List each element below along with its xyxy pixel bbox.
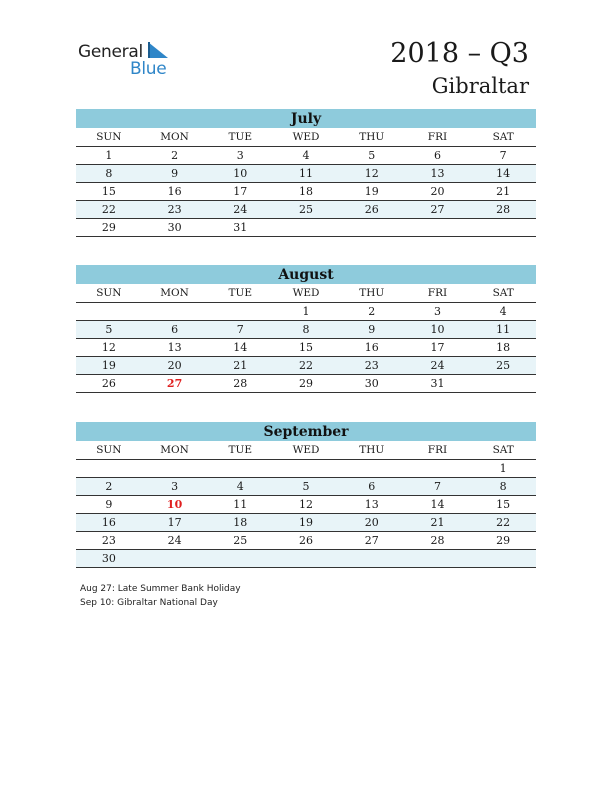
day-cell: 30	[364, 377, 379, 390]
weekday-label: TUE	[228, 287, 253, 299]
day-cell: 29	[101, 221, 116, 234]
day-cell: 5	[302, 480, 310, 493]
weekday-label: THU	[359, 287, 385, 299]
day-cell	[273, 460, 339, 477]
day-cell: 18	[299, 185, 314, 198]
week-row	[76, 201, 536, 219]
day-cell: 3	[433, 305, 441, 318]
week-row	[76, 219, 536, 237]
day-cell	[207, 303, 273, 320]
week-row	[76, 478, 536, 496]
day-cell: 12	[101, 341, 116, 354]
day-cell: 24	[430, 359, 445, 372]
month-header: July	[76, 109, 536, 128]
weekday-label: FRI	[427, 131, 448, 143]
day-cell: 20	[364, 516, 379, 529]
day-cell: 28	[233, 377, 248, 390]
day-cell: 14	[430, 498, 445, 511]
weekday-label: MON	[160, 131, 189, 143]
day-cell: 21	[496, 185, 511, 198]
day-cell: 20	[167, 359, 182, 372]
day-cell: 18	[233, 516, 248, 529]
week-row	[76, 357, 536, 375]
page-title: 2018 – Q3	[390, 38, 529, 69]
day-cell: 14	[233, 341, 248, 354]
week-row	[76, 460, 536, 478]
day-cell: 1	[105, 149, 113, 162]
day-cell: 7	[236, 323, 244, 336]
weekday-label: SUN	[96, 444, 122, 456]
day-cell	[142, 460, 208, 477]
day-cell	[273, 550, 339, 567]
day-cell: 14	[496, 167, 511, 180]
logo-word-general: General	[78, 42, 143, 62]
logo-flag-icon	[148, 42, 170, 60]
day-cell: 12	[299, 498, 314, 511]
day-cell: 6	[433, 149, 441, 162]
weekday-label: SAT	[492, 131, 514, 143]
week-row	[76, 375, 536, 393]
day-cell: 25	[299, 203, 314, 216]
day-cell: 4	[236, 480, 244, 493]
day-cell: 7	[499, 149, 507, 162]
week-row	[76, 496, 536, 514]
day-cell: 15	[496, 498, 511, 511]
week-row	[76, 165, 536, 183]
weekday-header-row	[76, 441, 536, 460]
week-row	[76, 303, 536, 321]
day-cell: 26	[101, 377, 116, 390]
day-cell: 23	[101, 534, 116, 547]
holiday-notes	[80, 582, 241, 610]
day-cell: 1	[499, 462, 507, 475]
day-cell: 12	[364, 167, 379, 180]
day-cell: 29	[496, 534, 511, 547]
holiday-note: Sep 10: Gibraltar National Day	[80, 598, 218, 608]
day-cell: 8	[499, 480, 507, 493]
day-cell: 4	[499, 305, 507, 318]
day-cell: 30	[167, 221, 182, 234]
day-cell: 9	[105, 498, 113, 511]
day-cell: 28	[430, 534, 445, 547]
weekday-label: TUE	[228, 131, 253, 143]
logo-word-blue: Blue	[130, 59, 167, 79]
week-row	[76, 147, 536, 165]
day-cell	[339, 460, 405, 477]
day-cell: 11	[233, 498, 248, 511]
day-cell: 28	[496, 203, 511, 216]
day-cell: 31	[233, 221, 248, 234]
day-cell: 15	[299, 341, 314, 354]
day-cell: 27	[166, 377, 183, 390]
month-september	[76, 422, 536, 568]
weekday-label: THU	[359, 131, 385, 143]
day-cell: 27	[364, 534, 379, 547]
day-cell: 31	[430, 377, 445, 390]
weekday-label: SUN	[96, 287, 122, 299]
day-cell	[405, 219, 471, 236]
week-row	[76, 183, 536, 201]
day-cell: 29	[299, 377, 314, 390]
day-cell: 16	[101, 516, 116, 529]
day-cell: 9	[368, 323, 376, 336]
day-cell	[142, 303, 208, 320]
weekday-label: THU	[359, 444, 385, 456]
day-cell	[339, 219, 405, 236]
day-cell: 27	[430, 203, 445, 216]
month-july	[76, 109, 536, 237]
day-cell: 22	[101, 203, 116, 216]
day-cell: 10	[430, 323, 445, 336]
day-cell	[405, 550, 471, 567]
logo	[78, 40, 178, 80]
week-row	[76, 514, 536, 532]
day-cell: 19	[364, 185, 379, 198]
day-cell	[470, 550, 536, 567]
day-cell: 21	[430, 516, 445, 529]
day-cell	[339, 550, 405, 567]
day-cell: 22	[496, 516, 511, 529]
month-header: September	[76, 422, 536, 441]
day-cell: 19	[101, 359, 116, 372]
day-cell: 11	[496, 323, 511, 336]
day-cell: 13	[430, 167, 445, 180]
day-cell: 23	[364, 359, 379, 372]
day-cell: 10	[166, 498, 183, 511]
month-header: August	[76, 265, 536, 284]
day-cell: 8	[302, 323, 310, 336]
weekday-label: WED	[292, 287, 320, 299]
week-row	[76, 339, 536, 357]
weekday-label: TUE	[228, 444, 253, 456]
day-cell: 25	[233, 534, 248, 547]
day-cell: 26	[299, 534, 314, 547]
day-cell	[470, 375, 536, 392]
day-cell	[207, 460, 273, 477]
day-cell: 5	[105, 323, 113, 336]
day-cell	[470, 219, 536, 236]
day-cell: 2	[171, 149, 179, 162]
weekday-label: MON	[160, 444, 189, 456]
holiday-note: Aug 27: Late Summer Bank Holiday	[80, 584, 241, 594]
day-cell: 10	[233, 167, 248, 180]
day-cell: 22	[299, 359, 314, 372]
month-august	[76, 265, 536, 393]
country-name: Gibraltar	[431, 74, 529, 98]
day-cell	[142, 550, 208, 567]
day-cell: 7	[433, 480, 441, 493]
day-cell: 21	[233, 359, 248, 372]
day-cell	[405, 460, 471, 477]
day-cell	[273, 219, 339, 236]
day-cell: 18	[496, 341, 511, 354]
day-cell: 13	[364, 498, 379, 511]
day-cell: 15	[101, 185, 116, 198]
day-cell: 2	[368, 305, 376, 318]
day-cell: 6	[368, 480, 376, 493]
weekday-label: SAT	[492, 287, 514, 299]
day-cell: 20	[430, 185, 445, 198]
weekday-label: FRI	[427, 287, 448, 299]
day-cell: 5	[368, 149, 376, 162]
day-cell: 24	[167, 534, 182, 547]
day-cell: 19	[299, 516, 314, 529]
day-cell	[76, 303, 142, 320]
day-cell: 1	[302, 305, 310, 318]
day-cell: 11	[299, 167, 314, 180]
day-cell: 30	[101, 552, 116, 565]
day-cell: 26	[364, 203, 379, 216]
day-cell: 6	[171, 323, 179, 336]
weekday-label: FRI	[427, 444, 448, 456]
day-cell: 17	[233, 185, 248, 198]
day-cell: 16	[167, 185, 182, 198]
day-cell: 3	[236, 149, 244, 162]
weekday-label: WED	[292, 131, 320, 143]
week-row	[76, 550, 536, 568]
weekday-label: SAT	[492, 444, 514, 456]
weekday-label: MON	[160, 287, 189, 299]
day-cell: 2	[105, 480, 113, 493]
day-cell: 3	[171, 480, 179, 493]
week-row	[76, 321, 536, 339]
weekday-label: SUN	[96, 131, 122, 143]
day-cell: 17	[167, 516, 182, 529]
day-cell: 23	[167, 203, 182, 216]
day-cell: 4	[302, 149, 310, 162]
day-cell: 25	[496, 359, 511, 372]
weekday-header-row	[76, 284, 536, 303]
day-cell: 9	[171, 167, 179, 180]
day-cell: 16	[364, 341, 379, 354]
day-cell: 17	[430, 341, 445, 354]
day-cell	[76, 460, 142, 477]
day-cell: 24	[233, 203, 248, 216]
weekday-header-row	[76, 128, 536, 147]
day-cell: 13	[167, 341, 182, 354]
weekday-label: WED	[292, 444, 320, 456]
day-cell	[207, 550, 273, 567]
day-cell: 8	[105, 167, 113, 180]
week-row	[76, 532, 536, 550]
